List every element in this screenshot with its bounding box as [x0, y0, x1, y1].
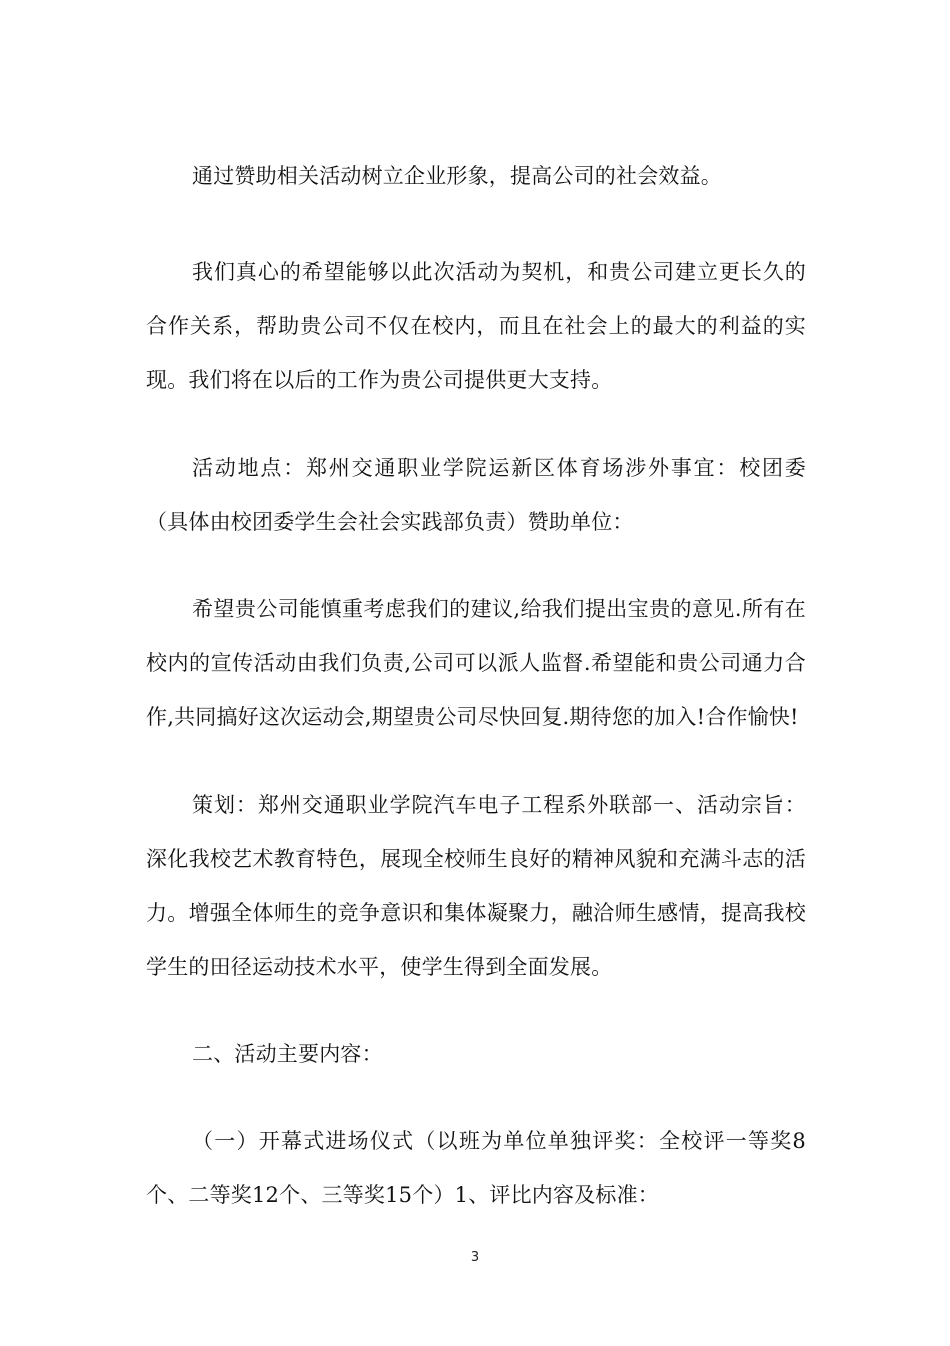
paragraph-request-feedback: 希望贵公司能慎重考虑我们的建议,给我们提出宝贵的意见.所有在校内的宣传活动由我们负责,公司可以派人监督.希望能和贵公司通力合作,共同搞好这次运动会,期望贵公司尽快回复.期待您的加入!合作愉快! — [146, 597, 806, 729]
paragraph-opening-ceremony: （一）开幕式进场仪式（以班为单位单独评奖：全校评一等奖8个、二等奖12个、三等奖15个）1、评比内容及标准： — [146, 1129, 806, 1207]
paragraph-activity-location: 活动地点：郑州交通职业学院运新区体育场涉外事宜：校团委（具体由校团委学生会社会实践部负责）赞助单位： — [146, 456, 806, 534]
section-heading-main-content: 二、活动主要内容： — [192, 1042, 383, 1066]
paragraph-sponsorship-benefit: 通过赞助相关活动树立企业形象，提高公司的社会效益。 — [192, 164, 722, 188]
page-number: 3 — [470, 1250, 480, 1265]
paragraph-cooperation-hope: 我们真心的希望能够以此次活动为契机，和贵公司建立更长久的合作关系，帮助贵公司不仅在校内，而且在社会上的最大的利益的实现。我们将在以后的工作为贵公司提供更大支持。 — [146, 260, 806, 392]
paragraph-planning-purpose: 策划：郑州交通职业学院汽车电子工程系外联部一、活动宗旨：深化我校艺术教育特色，展现全校师生良好的精神风貌和充满斗志的活力。增强全体师生的竞争意识和集体凝聚力，融洽师生感情，提高我校学生的田径运动技术水平，使学生得到全面发展。 — [146, 793, 806, 979]
